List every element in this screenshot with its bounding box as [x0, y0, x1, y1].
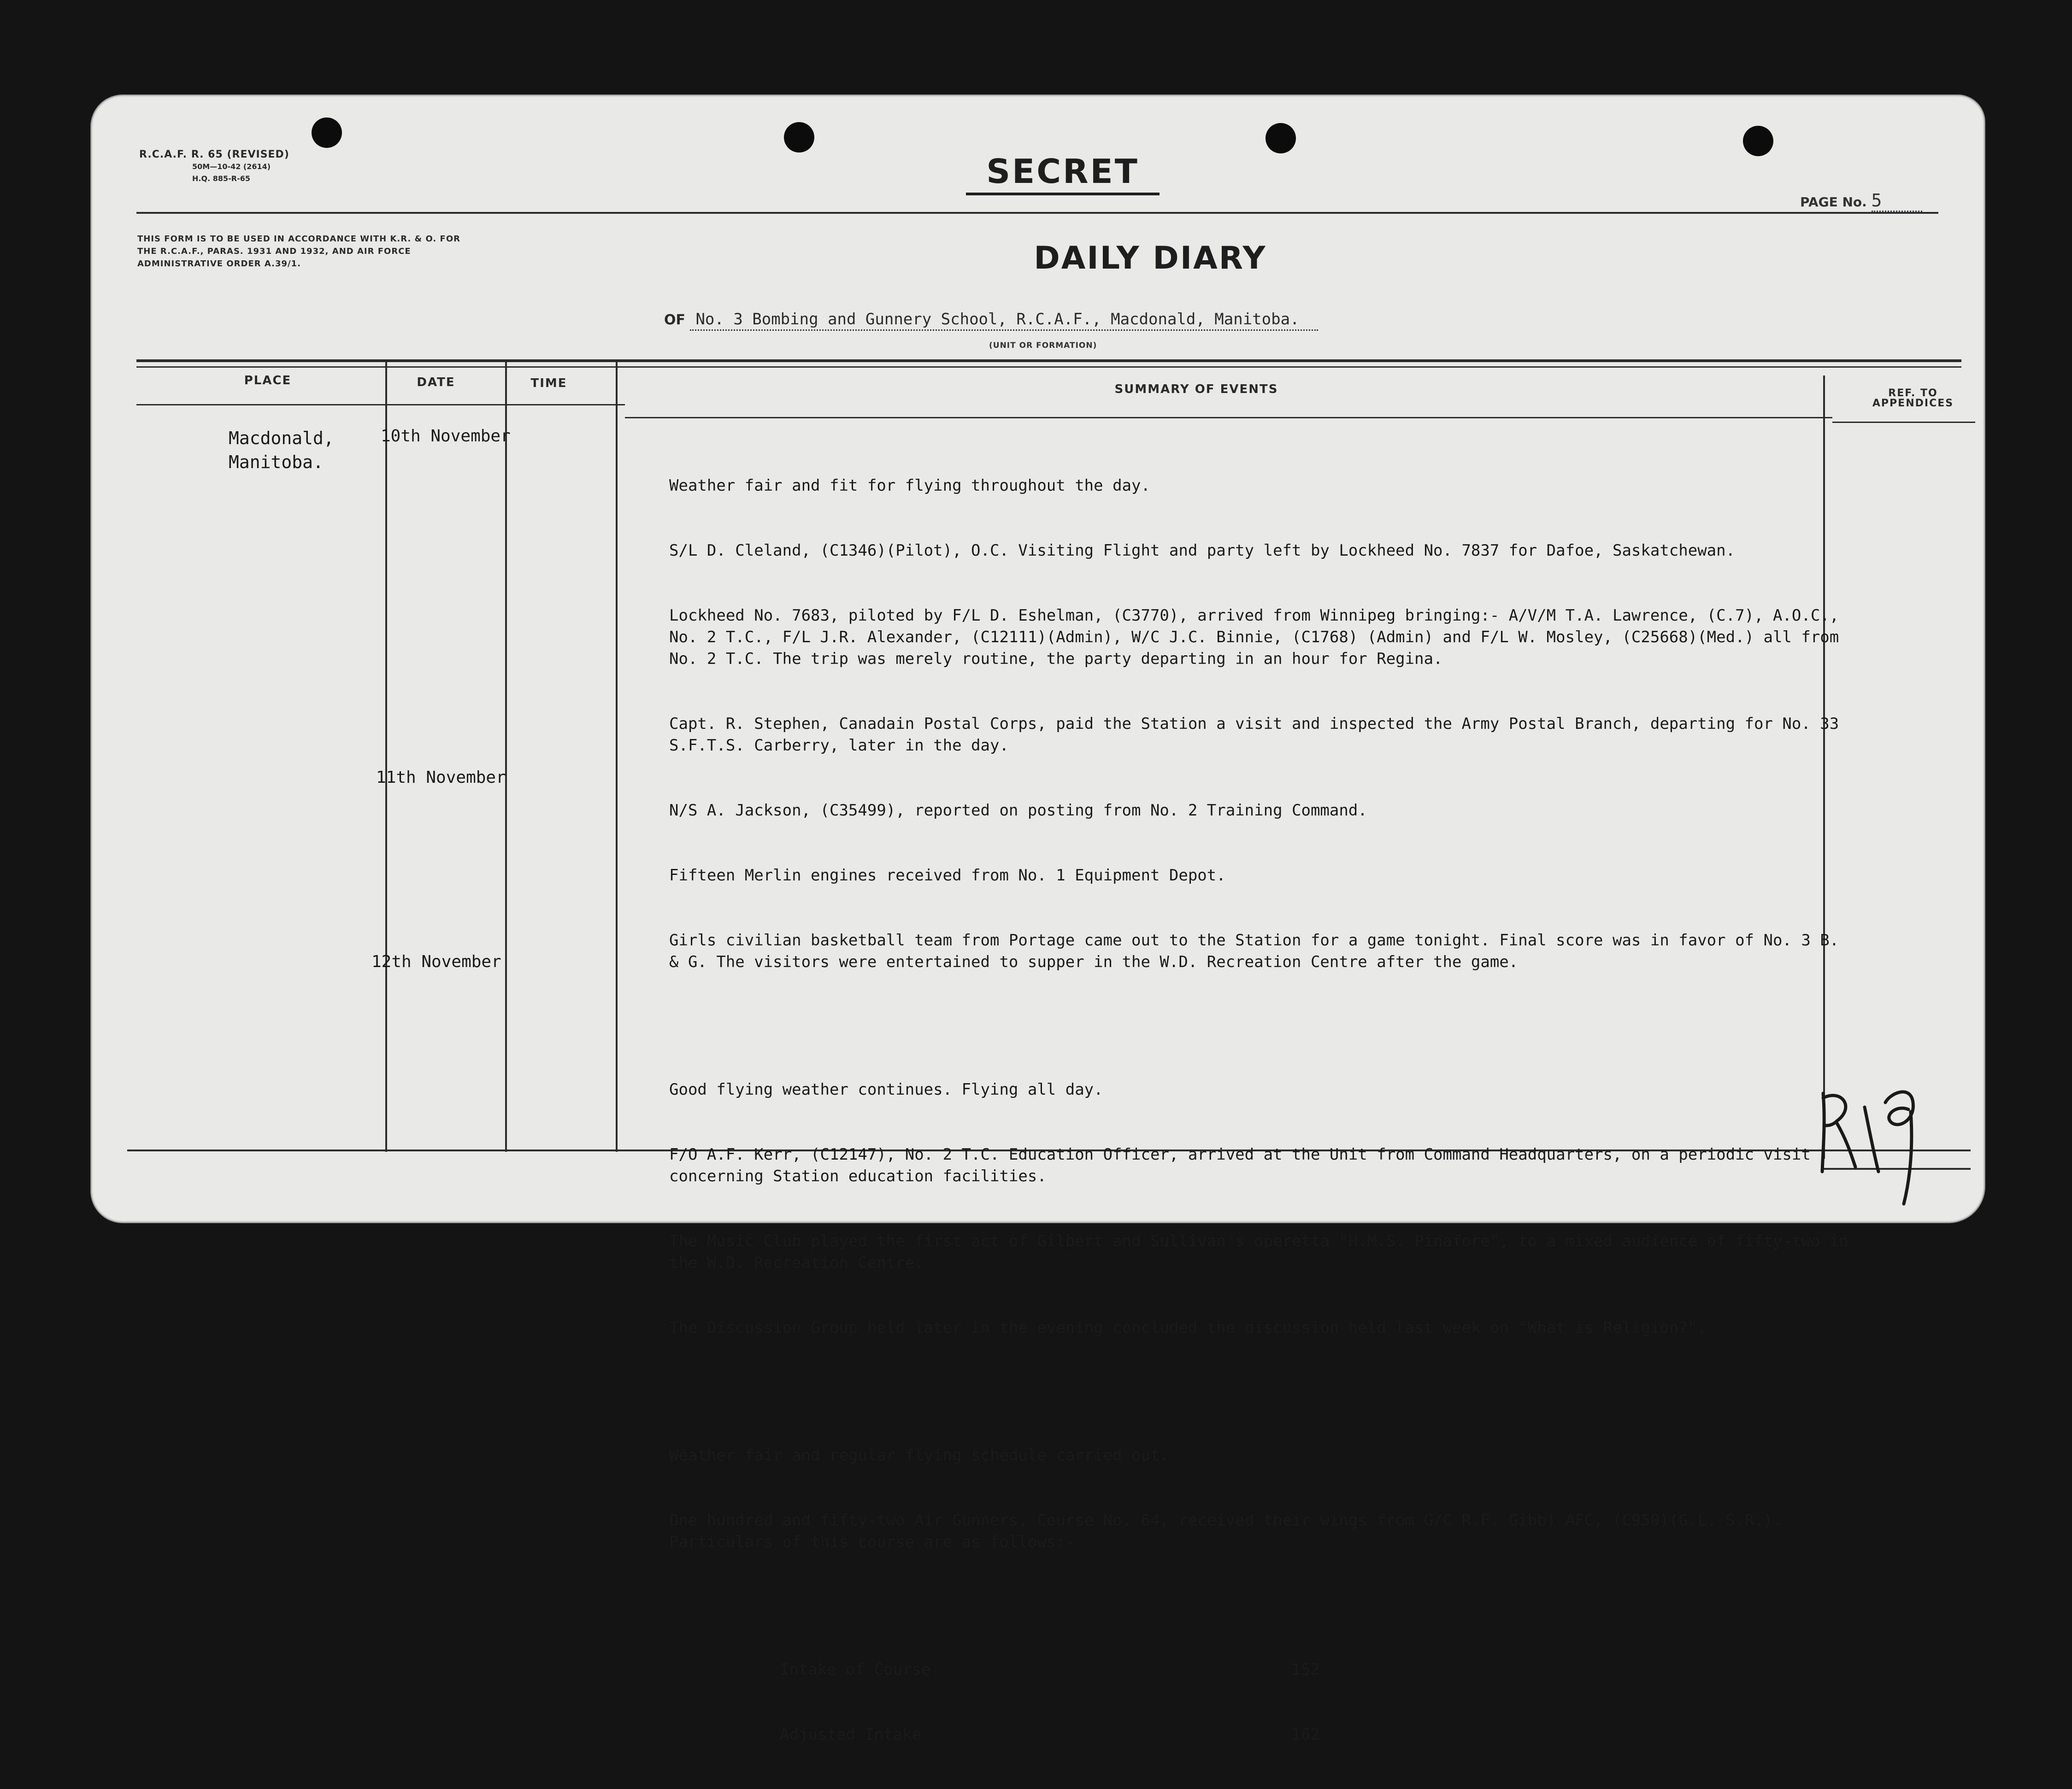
entry: Fifteen Merlin engines received from No. 1 Equipment Depot. [669, 866, 1226, 885]
entry: The Music Club played the first act of Gilbert and Sullivan's operetta "H.M.S. Pinafore", to a mixed audience of fifty-two in the W.D. Recreation Centre. [669, 1232, 1848, 1272]
entry: Weather fair and fit for flying throughout the day. [669, 476, 1150, 495]
page-number-label: PAGE No. [1800, 194, 1867, 210]
entry: Girls civilian basketball team from Portage came out to the Station for a game tonight. Final score was in favor of No. 3 B. & G. The visitors were entertained to supper in the W.D. Recreation Centre after the game. [669, 931, 1839, 971]
entry: The Discussion Group held later in the evening concluded the discussion held last week on "What is Religion?". [669, 1319, 1707, 1337]
unit-name: No. 3 Bombing and Gunnery School, R.C.A.F., Macdonald, Manitoba. [690, 310, 1318, 331]
course-table-label: Intake of Course [780, 1660, 931, 1679]
unit-line [664, 310, 1318, 328]
entry: N/S A. Jackson, (C35499), reported on posting from No. 2 Training Command. [669, 801, 1367, 820]
column-header-ref: REF. TO APPENDICES [1872, 387, 1954, 409]
entry: Weather fair and regular flying schedule carried out. [669, 1446, 1169, 1465]
course-table-value: 162 [1291, 1725, 1320, 1744]
course-table-value: 152 [1291, 1660, 1320, 1679]
date-cell: 10th November [381, 427, 511, 446]
punch-hole [1266, 123, 1296, 153]
column-divider [385, 359, 387, 1152]
form-number: R.C.A.F. R. 65 (REVISED) [139, 149, 289, 160]
entry: One hundred and fifty-two Air Gunners, Course No. 64, received their wings from G/C R.F. Gibb) AFC, (C950)(G.L. S.R.). Particulars of this course are as follows:- [669, 1511, 1783, 1551]
entry: Capt. R. Stephen, Canadain Postal Corps, paid the Station a visit and inspected the Army Postal Branch, departing for No. 33 S.F.T.S. Carberry, later in the day. [669, 715, 1839, 755]
course-table-row [619, 1724, 1854, 1746]
form-hq-ref: H.Q. 885-R-65 [192, 174, 250, 183]
place-cell: Macdonald, Manitoba. [229, 428, 334, 472]
course-table-label: Adjusted Intake [780, 1725, 922, 1744]
form-identifier [139, 149, 289, 185]
entry: F/O A.F. Kerr, (C12147), No. 2 T.C. Education Officer, arrived at the Unit from Command Headquarters, on a periodic visit concerning Station education facilities. [669, 1145, 1811, 1185]
entry: Lockheed No. 7683, piloted by F/L D. Eshelman, (C3770), arrived from Winnipeg bringing:- A/V/M T.A. Lawrence, (C.7), A.O.C., No. 2 T.C., F/L J.R. Alexander, (C12111)(Admin), W/C J.C. Binnie, (C1768) (Admin) and F/L W. Mosley, (C25668)(Med.) all from No. 2 T.C. The trip was merely routine, the party departing in an hour for Regina. [669, 606, 1839, 668]
course-table-row [619, 1659, 1854, 1681]
page-number-field [1800, 190, 1922, 212]
form-print-run: 50M—10-42 (2614) [192, 162, 271, 171]
column-header-summary: SUMMARY OF EVENTS [1114, 382, 1278, 396]
date-cell: 11th November [376, 768, 506, 787]
entry: S/L D. Cleland, (C1346)(Pilot), O.C. Visiting Flight and party left by Lockheed No. 7837 for Dafoe, Saskatchewan. [669, 541, 1736, 560]
column-header-place: PLACE [244, 374, 292, 387]
column-header-time: TIME [530, 376, 567, 390]
table-top-rule [136, 359, 1961, 362]
entry: Good flying weather continues. Flying all day. [669, 1080, 1103, 1099]
date-cell: 12th November [371, 952, 501, 971]
column-divider [616, 359, 618, 1152]
punch-hole [784, 122, 814, 153]
handwritten-initials-signature [1805, 1066, 1943, 1213]
column-divider [505, 359, 507, 1152]
header-rule [136, 212, 1938, 214]
punch-hole [312, 117, 342, 148]
secret-stamp: SECRET [966, 152, 1160, 195]
diary-form-card [90, 94, 1985, 1744]
page-title: DAILY DIARY [1034, 240, 1267, 276]
column-header-rule [136, 404, 625, 405]
summary-of-events [619, 432, 1854, 1789]
column-header-date: DATE [417, 375, 455, 389]
punch-hole [1743, 126, 1773, 156]
column-header-rule [625, 417, 1832, 418]
page-number-value: 5 [1872, 190, 1922, 212]
of-label: OF [664, 312, 685, 328]
usage-note: THIS FORM IS TO BE USED IN ACCORDANCE WITH K.R. & O. FOR THE R.C.A.F., PARAS. 1931 AND 1932, AND AIR FORCE ADMINISTRATIVE ORDER A.39/1. [137, 234, 460, 269]
unit-caption: (UNIT OR FORMATION) [989, 341, 1097, 350]
column-header-rule [1832, 422, 1975, 423]
table-top-rule-thin [136, 366, 1961, 368]
